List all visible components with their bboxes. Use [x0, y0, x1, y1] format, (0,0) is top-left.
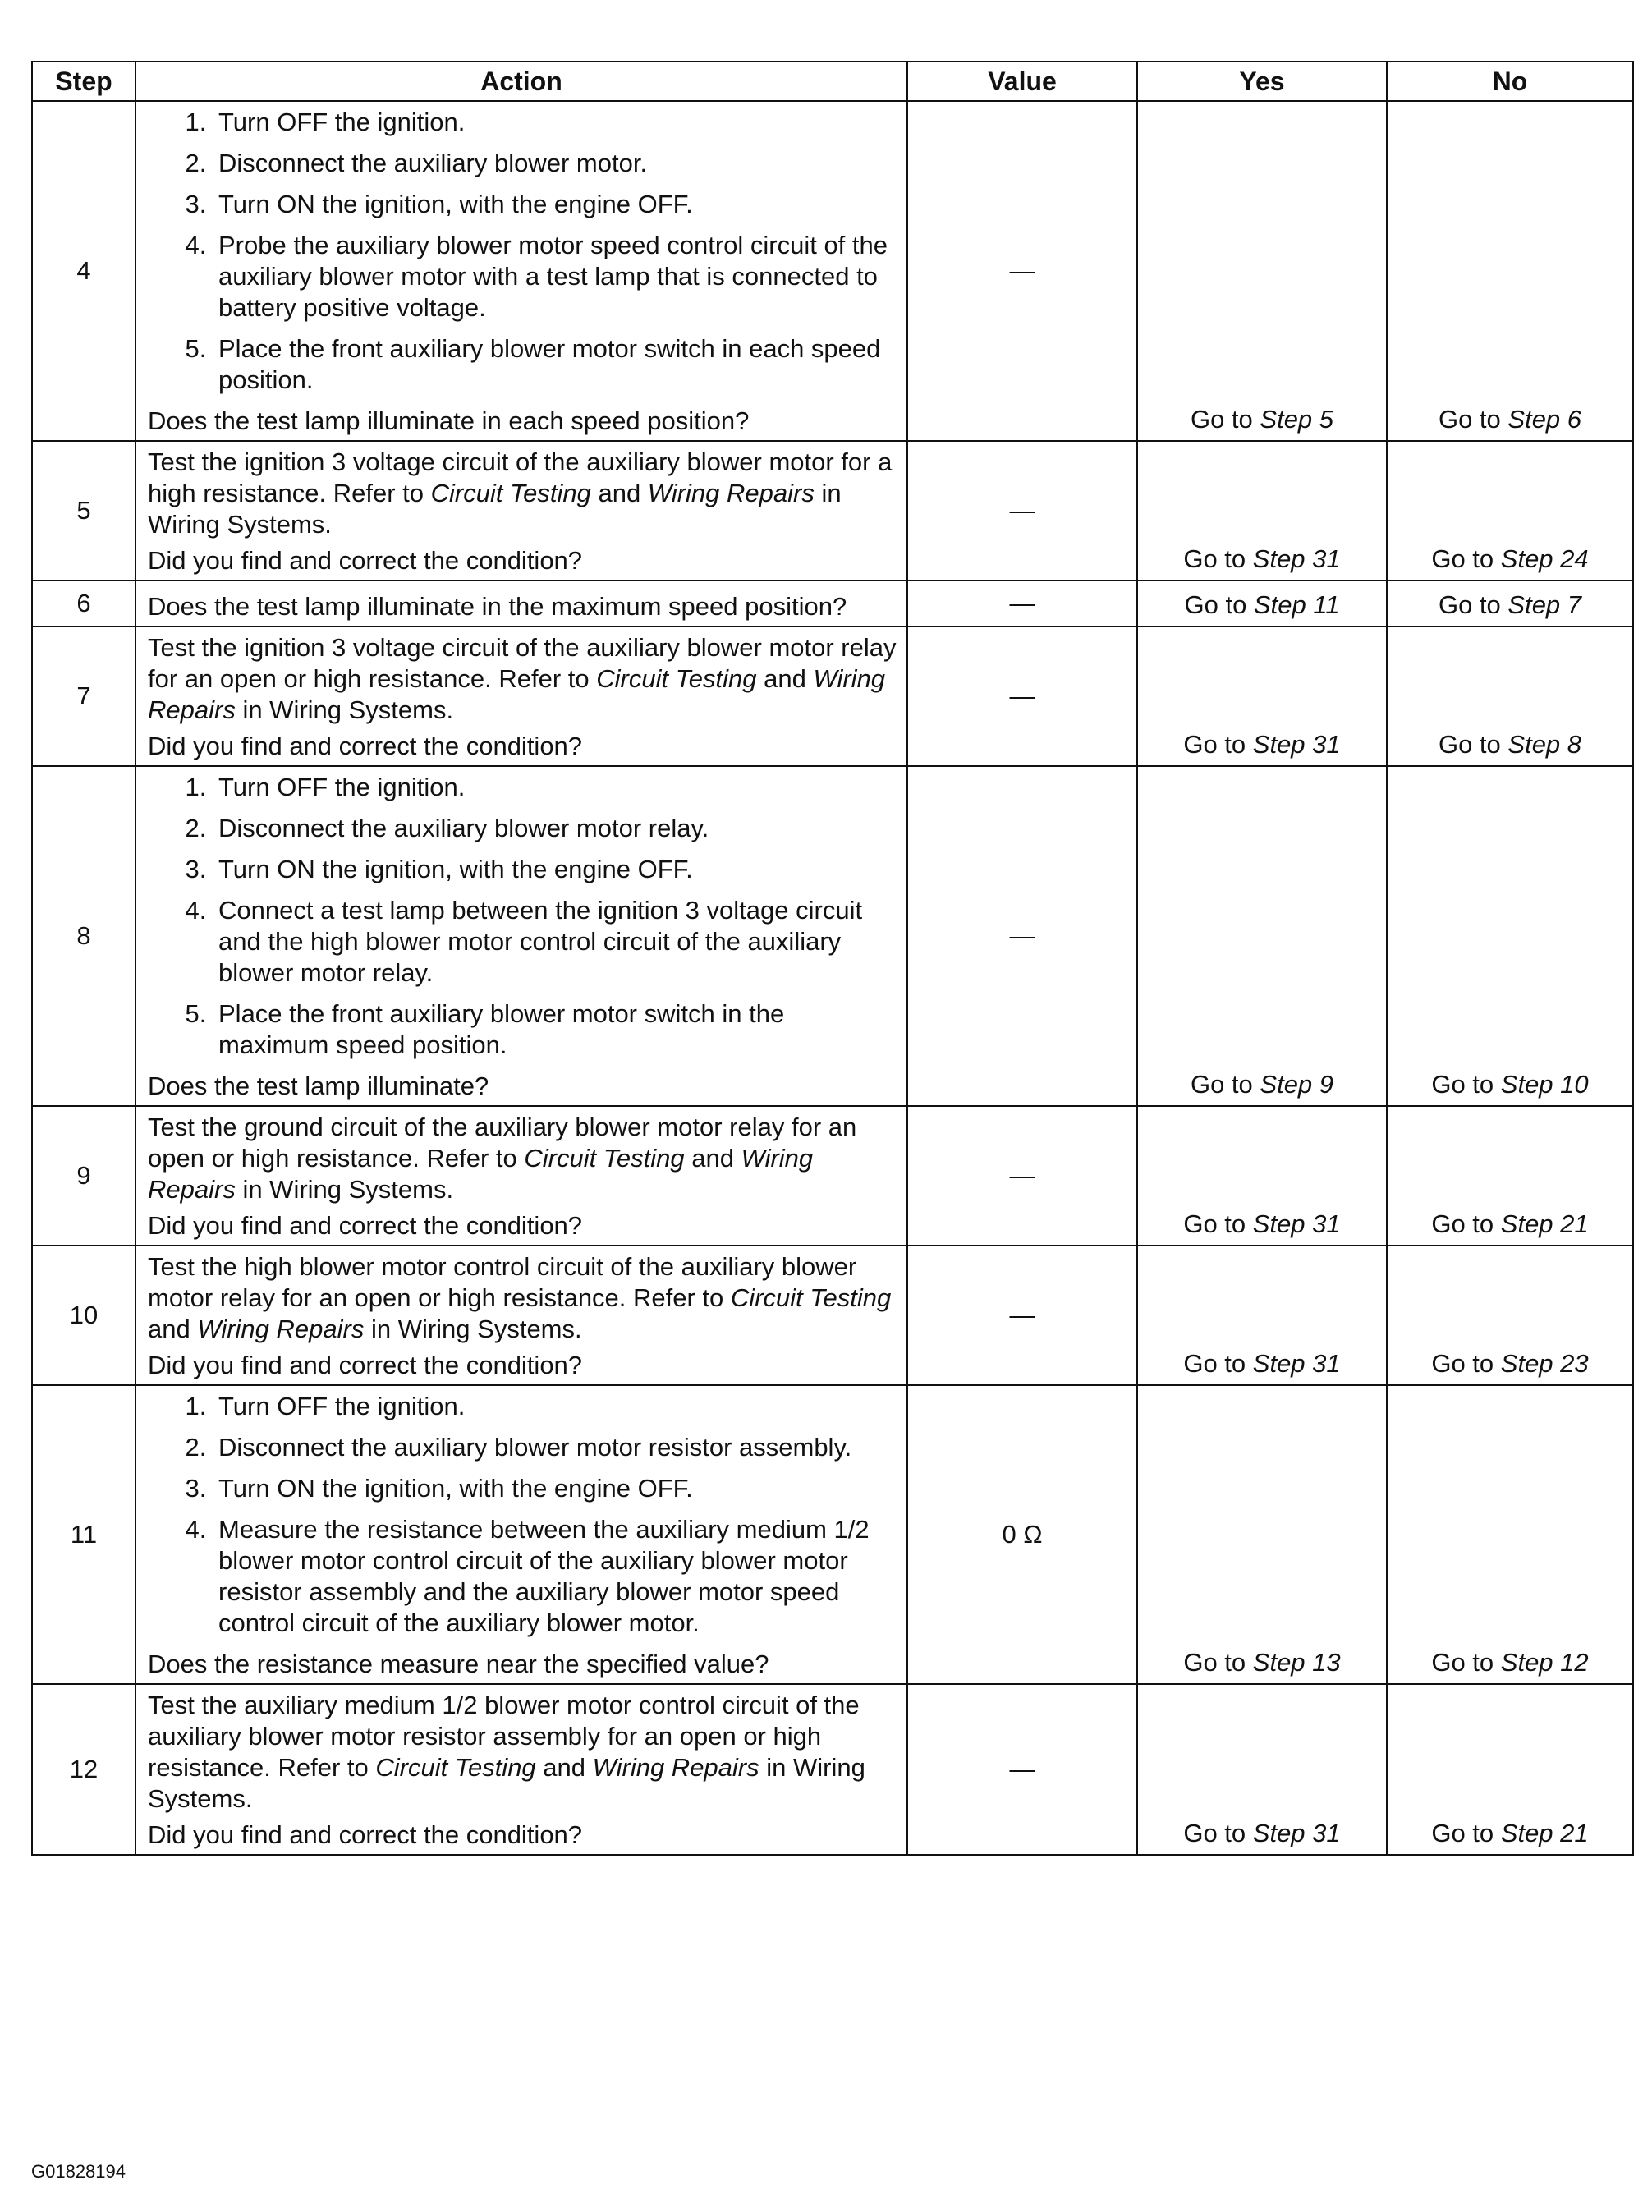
reference-link: Wiring Repairs — [148, 664, 886, 724]
goto-prefix: Go to — [1431, 1349, 1501, 1378]
yes-cell — [1137, 1106, 1387, 1246]
table-row — [32, 766, 1633, 1106]
no-cell — [1387, 626, 1633, 766]
yes-cell — [1137, 441, 1387, 581]
action-steps — [148, 772, 898, 1061]
table-header — [32, 62, 1633, 101]
action-question: Did you find and correct the condition? — [148, 732, 583, 760]
goto-prefix: Go to — [1183, 1349, 1253, 1378]
reference-link: Circuit Testing — [730, 1283, 892, 1312]
no-cell — [1387, 1684, 1633, 1855]
action-cell — [135, 581, 907, 626]
action-cell — [135, 1684, 907, 1855]
no-cell — [1387, 101, 1633, 441]
action-step: 3. Turn ON the ignition, with the engine OFF. — [213, 1473, 898, 1504]
no-cell — [1387, 581, 1633, 626]
reference-link: Circuit Testing — [596, 664, 757, 693]
action-cell — [135, 1246, 907, 1385]
action-text-segment: Test the ground circuit of the auxiliary blower motor relay for an open or high resistance. Refer to — [148, 1113, 857, 1173]
goto-prefix: Go to — [1431, 1648, 1501, 1677]
action-step: 2. Disconnect the auxiliary blower motor relay. — [213, 813, 898, 844]
step-number: 9 — [32, 1106, 135, 1246]
goto-prefix: Go to — [1183, 1648, 1253, 1677]
action-step: 5. Place the front auxiliary blower motor switch in each speed position. — [213, 333, 898, 396]
action-text-segment: Test the high blower motor control circuit of the auxiliary blower motor relay for an open or high resistance. Refer to — [148, 1252, 857, 1312]
action-step: 4. Probe the auxiliary blower motor speed control circuit of the auxiliary blower motor with a test lamp that is connected to battery positive voltage. — [213, 230, 898, 324]
goto-step-target: Step 31 — [1252, 544, 1341, 573]
reference-link: Circuit Testing — [430, 479, 591, 507]
action-step: 2. Disconnect the auxiliary blower motor resistor assembly. — [213, 1432, 898, 1463]
action-step: 2. Disconnect the auxiliary blower motor. — [213, 148, 898, 179]
no-cell — [1387, 441, 1633, 581]
action-text — [148, 447, 898, 540]
goto-step-target: Step 6 — [1507, 405, 1582, 434]
value-cell: — — [907, 1684, 1137, 1855]
action-step: 3. Turn ON the ignition, with the engine OFF. — [213, 854, 898, 885]
goto-prefix: Go to — [1183, 1819, 1253, 1847]
yes-cell — [1137, 626, 1387, 766]
action-text-segment: Test the ignition 3 voltage circuit of the auxiliary blower motor for a high resistance. Refer to — [148, 447, 893, 507]
action-cell — [135, 766, 907, 1106]
step-number: 8 — [32, 766, 135, 1106]
goto-step-target: Step 31 — [1252, 1349, 1341, 1378]
action-question: Does the resistance measure near the specified value? — [148, 1650, 769, 1678]
goto-prefix: Go to — [1438, 405, 1508, 434]
step-number: 7 — [32, 626, 135, 766]
action-text-segment: in Wiring Systems. — [235, 695, 454, 724]
action-text-segment: and — [590, 479, 648, 507]
table-body — [32, 101, 1633, 1855]
action-text-segment: in Wiring Systems. — [148, 479, 842, 539]
action-steps — [148, 107, 898, 396]
action-text-segment: and — [756, 664, 814, 693]
goto-step-target: Step 24 — [1500, 544, 1589, 573]
reference-link: Wiring Repairs — [197, 1315, 365, 1343]
action-cell — [135, 101, 907, 441]
reference-link: Circuit Testing — [524, 1144, 685, 1173]
goto-prefix: Go to — [1190, 1070, 1260, 1099]
action-steps — [148, 1391, 898, 1639]
figure-id: G01828194 — [31, 2161, 126, 2182]
action-text-segment: Test the auxiliary medium 1/2 blower motor control circuit of the auxiliary blower motor resistor assembly for an open or high resistance. Refer to — [148, 1691, 860, 1782]
table-row — [32, 581, 1633, 626]
no-cell — [1387, 1106, 1633, 1246]
goto-step-target: Step 9 — [1260, 1070, 1334, 1099]
action-cell — [135, 626, 907, 766]
action-text — [148, 1112, 898, 1205]
goto-step-target: Step 21 — [1500, 1819, 1589, 1847]
goto-prefix: Go to — [1431, 544, 1501, 573]
no-cell — [1387, 766, 1633, 1106]
goto-prefix: Go to — [1431, 1209, 1501, 1238]
goto-step-target: Step 11 — [1253, 590, 1340, 619]
goto-prefix: Go to — [1184, 590, 1254, 619]
action-question: Does the test lamp illuminate in the maximum speed position? — [148, 592, 847, 621]
action-text-segment: and — [148, 1315, 198, 1343]
yes-cell — [1137, 1684, 1387, 1855]
action-step: 5. Place the front auxiliary blower motor switch in the maximum speed position. — [213, 998, 898, 1061]
value-cell: — — [907, 626, 1137, 766]
header-yes: Yes — [1137, 62, 1387, 101]
action-question: Did you find and correct the condition? — [148, 1211, 583, 1240]
goto-prefix: Go to — [1183, 730, 1253, 759]
no-cell — [1387, 1385, 1633, 1684]
action-cell — [135, 1106, 907, 1246]
no-cell — [1387, 1246, 1633, 1385]
reference-link: Wiring Repairs — [592, 1753, 759, 1782]
goto-prefix: Go to — [1183, 544, 1253, 573]
table-row — [32, 441, 1633, 581]
goto-prefix: Go to — [1183, 1209, 1253, 1238]
step-number: 10 — [32, 1246, 135, 1385]
yes-cell — [1137, 1246, 1387, 1385]
goto-step-target: Step 31 — [1252, 730, 1341, 759]
action-text-segment: Test the ignition 3 voltage circuit of the auxiliary blower motor relay for an open or high resistance. Refer to — [148, 633, 897, 693]
action-text-segment: in Wiring Systems. — [148, 1753, 865, 1813]
yes-cell — [1137, 766, 1387, 1106]
action-question: Does the test lamp illuminate in each speed position? — [148, 406, 750, 435]
action-step: 3. Turn ON the ignition, with the engine OFF. — [213, 189, 898, 220]
value-cell: — — [907, 441, 1137, 581]
action-text — [148, 1251, 898, 1345]
value-cell: — — [907, 766, 1137, 1106]
table-row — [32, 1246, 1633, 1385]
value-cell: — — [907, 1246, 1137, 1385]
action-cell — [135, 1385, 907, 1684]
goto-step-target: Step 23 — [1500, 1349, 1589, 1378]
table-row — [32, 1684, 1633, 1855]
step-number: 6 — [32, 581, 135, 626]
goto-prefix: Go to — [1190, 405, 1260, 434]
goto-step-target: Step 7 — [1507, 590, 1582, 619]
reference-link: Circuit Testing — [375, 1753, 536, 1782]
action-step: 4. Connect a test lamp between the ignition 3 voltage circuit and the high blower motor control circuit of the auxiliary blower motor relay. — [213, 895, 898, 989]
value-cell: 0 Ω — [907, 1385, 1137, 1684]
action-text — [148, 632, 898, 726]
step-number: 4 — [32, 101, 135, 441]
yes-cell — [1137, 581, 1387, 626]
reference-link: Wiring Repairs — [148, 1144, 814, 1204]
goto-step-target: Step 12 — [1500, 1648, 1589, 1677]
header-no: No — [1387, 62, 1633, 101]
goto-step-target: Step 13 — [1252, 1648, 1341, 1677]
action-cell — [135, 441, 907, 581]
action-text — [148, 1690, 898, 1815]
goto-step-target: Step 31 — [1252, 1819, 1341, 1847]
value-cell: — — [907, 1106, 1137, 1246]
table-row — [32, 626, 1633, 766]
value-cell: — — [907, 101, 1137, 441]
action-step: 1. Turn OFF the ignition. — [213, 772, 898, 803]
action-question: Did you find and correct the condition? — [148, 1351, 583, 1379]
goto-prefix: Go to — [1438, 730, 1508, 759]
table-row — [32, 1106, 1633, 1246]
step-number: 5 — [32, 441, 135, 581]
action-step: 1. Turn OFF the ignition. — [213, 107, 898, 138]
value-cell: — — [907, 581, 1137, 626]
goto-step-target: Step 10 — [1500, 1070, 1589, 1099]
yes-cell — [1137, 101, 1387, 441]
goto-step-target: Step 8 — [1507, 730, 1582, 759]
goto-step-target: Step 31 — [1252, 1209, 1341, 1238]
diagnostic-table — [31, 61, 1634, 1856]
action-text-segment: and — [535, 1753, 593, 1782]
header-step: Step — [32, 62, 135, 101]
yes-cell — [1137, 1385, 1387, 1684]
action-step: 4. Measure the resistance between the auxiliary medium 1/2 blower motor control circuit of the auxiliary blower motor resistor assembly and the auxiliary blower motor speed control circuit of the auxiliary blower motor. — [213, 1514, 898, 1639]
goto-step-target: Step 21 — [1500, 1209, 1589, 1238]
action-question: Did you find and correct the condition? — [148, 1820, 583, 1849]
reference-link: Wiring Repairs — [647, 479, 815, 507]
action-question: Does the test lamp illuminate? — [148, 1072, 489, 1100]
action-text-segment: in Wiring Systems. — [364, 1315, 582, 1343]
header-action: Action — [135, 62, 907, 101]
step-number: 12 — [32, 1684, 135, 1855]
action-step: 1. Turn OFF the ignition. — [213, 1391, 898, 1422]
goto-step-target: Step 5 — [1260, 405, 1334, 434]
table-row — [32, 1385, 1633, 1684]
goto-prefix: Go to — [1431, 1070, 1501, 1099]
header-value: Value — [907, 62, 1137, 101]
goto-prefix: Go to — [1431, 1819, 1501, 1847]
action-question: Did you find and correct the condition? — [148, 546, 583, 575]
action-text-segment: in Wiring Systems. — [235, 1175, 454, 1204]
action-text-segment: and — [684, 1144, 741, 1173]
table-row — [32, 101, 1633, 441]
header-row — [32, 62, 1633, 101]
step-number: 11 — [32, 1385, 135, 1684]
goto-prefix: Go to — [1438, 590, 1508, 619]
